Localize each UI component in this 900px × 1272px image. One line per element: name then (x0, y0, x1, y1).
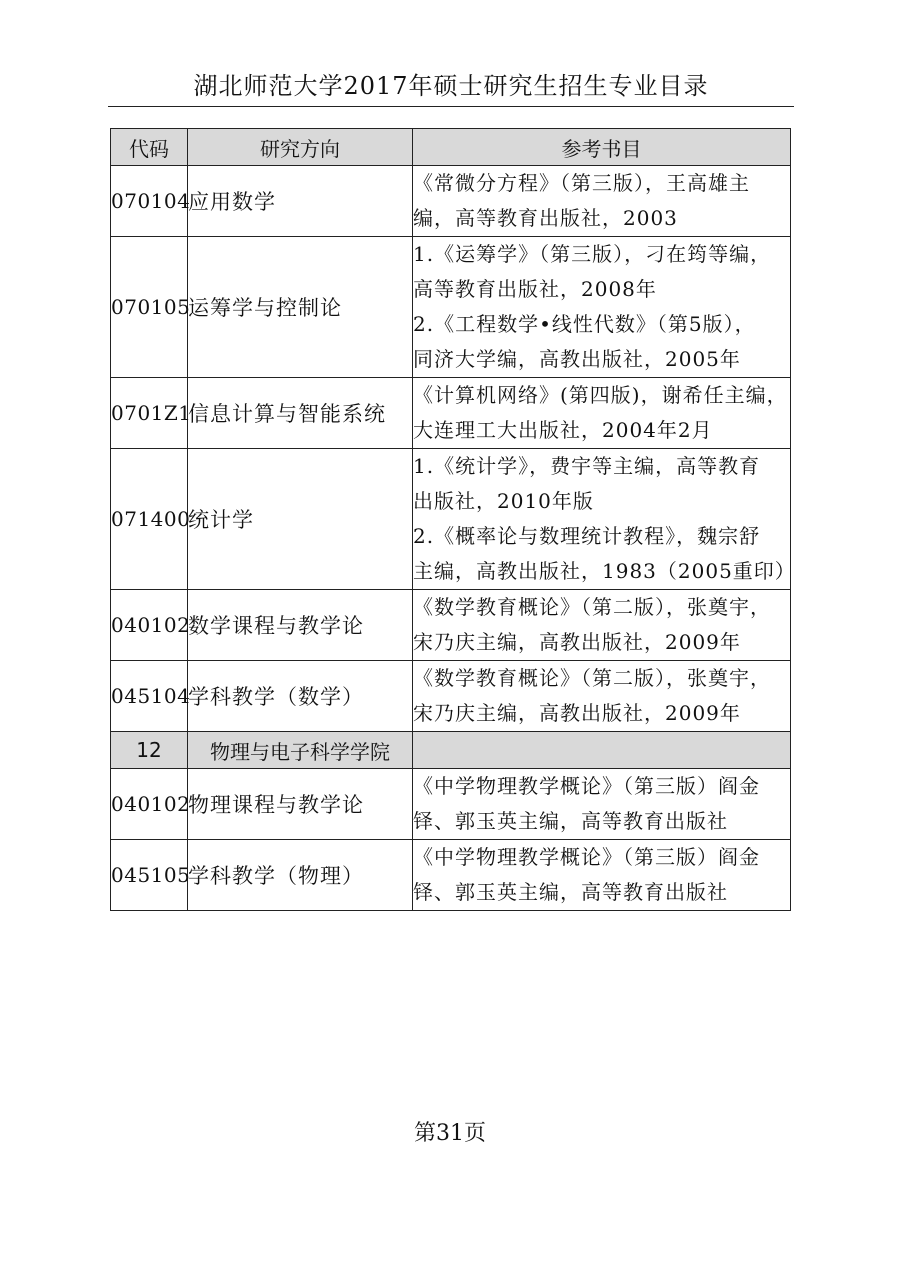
page-number: 第31页 (414, 1121, 486, 1146)
title-rule (108, 106, 794, 107)
table-row (111, 237, 791, 378)
table-row (111, 769, 791, 840)
table-row (111, 166, 791, 237)
row-references (413, 840, 791, 911)
reference-line: 2.《工程数学•线性代数》（第5版）， (413, 312, 756, 336)
row-references (413, 590, 791, 661)
reference-line: 高等教育出版社，2008年 (413, 277, 657, 301)
column-header-references: 参考书目 (413, 129, 791, 166)
row-code: 0701Z1 (111, 378, 188, 449)
section-header-row (111, 732, 791, 769)
reference-line: 1.《运筹学》（第三版），刁在筠等编， (413, 242, 772, 266)
row-code: 045104 (111, 661, 188, 732)
reference-line: 铎、郭玉英主编，高等教育出版社 (413, 880, 728, 904)
reference-line: 《中学物理教学概论》（第三版）阎金 (413, 774, 760, 798)
row-references (413, 166, 791, 237)
row-code: 040102 (111, 769, 188, 840)
row-code: 040102 (111, 590, 188, 661)
table-row (111, 661, 791, 732)
reference-line: 主编，高教出版社，1983（2005重印） (413, 559, 796, 583)
catalog-table (110, 128, 796, 911)
reference-line: 《数学教育概论》（第二版），张奠宇， (413, 595, 771, 619)
row-code: 045105 (111, 840, 188, 911)
row-direction: 信息计算与智能系统 (188, 378, 413, 449)
column-header-direction: 研究方向 (188, 129, 413, 166)
reference-line: 铎、郭玉英主编，高等教育出版社 (413, 809, 728, 833)
row-direction: 应用数学 (188, 166, 413, 237)
reference-line: 大连理工大出版社，2004年2月 (413, 418, 713, 442)
reference-line: 宋乃庆主编，高教出版社，2009年 (413, 701, 741, 725)
row-direction: 学科教学（物理） (188, 840, 413, 911)
column-header-code: 代码 (111, 129, 188, 166)
reference-line: 《中学物理教学概论》（第三版）阎金 (413, 845, 760, 869)
table-row (111, 449, 791, 590)
row-code: 071400 (111, 449, 188, 590)
reference-line: 1.《统计学》，费宇等主编，高等教育 (413, 454, 761, 478)
section-empty-cell (413, 732, 791, 769)
row-references (413, 378, 791, 449)
row-references (413, 661, 791, 732)
reference-line: 《计算机网络》(第四版)，谢希任主编， (413, 383, 788, 407)
table-row (111, 378, 791, 449)
row-direction: 学科教学（数学） (188, 661, 413, 732)
reference-line: 2.《概率论与数理统计教程》，魏宗舒 (413, 524, 761, 548)
row-direction: 物理课程与教学论 (188, 769, 413, 840)
page-title: 湖北师范大学2017年硕士研究生招生专业目录 (193, 72, 709, 100)
row-direction: 运筹学与控制论 (188, 237, 413, 378)
row-references (413, 769, 791, 840)
row-direction: 数学课程与教学论 (188, 590, 413, 661)
section-code: 12 (111, 732, 188, 769)
row-references (413, 449, 796, 590)
reference-line: 同济大学编，高教出版社，2005年 (413, 347, 741, 371)
reference-line: 《数学教育概论》（第二版），张奠宇， (413, 666, 771, 690)
table-row (111, 840, 791, 911)
row-code: 070105 (111, 237, 188, 378)
section-name: 物理与电子科学学院 (188, 732, 413, 769)
reference-line: 编，高等教育出版社，2003 (413, 206, 678, 230)
reference-line: 出版社，2010年版 (413, 489, 594, 513)
table-row (111, 590, 791, 661)
row-code: 070104 (111, 166, 188, 237)
reference-line: 宋乃庆主编，高教出版社，2009年 (413, 630, 741, 654)
row-references (413, 237, 791, 378)
table-header-row (111, 129, 791, 166)
reference-line: 《常微分方程》（第三版），王高雄主 (413, 171, 750, 195)
row-direction: 统计学 (188, 449, 413, 590)
